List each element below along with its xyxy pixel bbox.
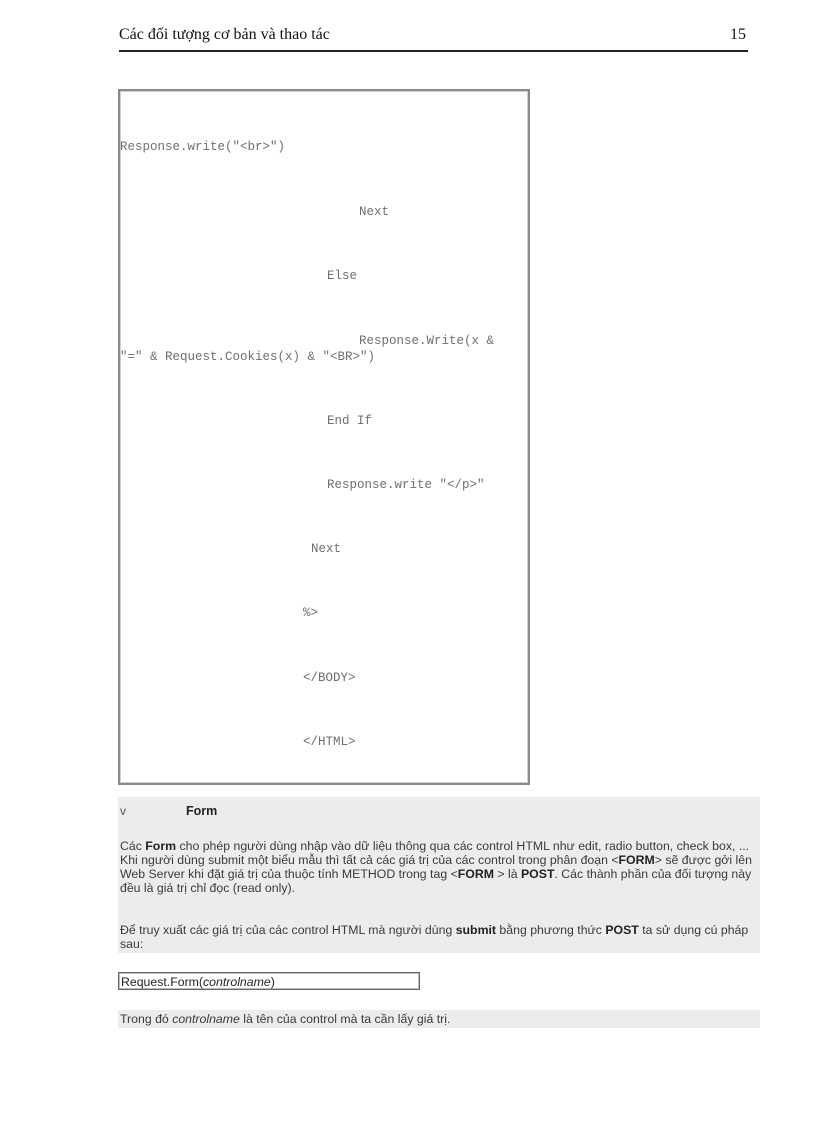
note-param: controlname xyxy=(172,1012,240,1026)
code-line: Response.write "</p>" xyxy=(327,478,485,492)
section-heading: Form xyxy=(186,804,218,818)
code-line: Else xyxy=(327,269,358,283)
code-listing-box xyxy=(118,89,530,785)
code-line: %> xyxy=(303,606,319,620)
syntax-param: controlname xyxy=(203,975,271,989)
syntax-box xyxy=(118,972,420,990)
page-number: 15 xyxy=(730,26,746,43)
code-line: </BODY> xyxy=(303,671,356,685)
code-line: </HTML> xyxy=(303,735,356,749)
code-line: Next xyxy=(359,205,390,219)
bullet-marker: v xyxy=(120,804,126,818)
page-header xyxy=(119,26,748,52)
code-line: Next xyxy=(311,542,342,556)
code-line: "=" & Request.Cookies(x) & "<BR>") xyxy=(120,350,376,364)
form-access-paragraph: Để truy xuất các giá trị của các control HTML mà người dùng submit bằng phương thức POST ta sử dụng cú pháp sau: xyxy=(120,923,749,951)
note-line: Trong đó controlname là tên của control mà ta cần lấy giá trị. xyxy=(118,1010,760,1028)
code-line: End If xyxy=(327,414,373,428)
page-header-title: Các đối tượng cơ bản và thao tác xyxy=(119,26,330,43)
code-line: Response.Write(x & xyxy=(359,334,495,348)
syntax-suffix: ) xyxy=(270,975,275,989)
form-description-paragraph: Các Form cho phép người dùng nhập vào dữ liệu thông qua các control HTML như edit, radio button, check box, ... Khi người dùng submit một biểu mẫu thì tất cả các giá trị của các control trong phân đoạn <FORM> sẽ được gởi lên Web Server khi đặt giá trị của thuộc tính METHOD trong tag <FORM > là POST. Các thành phần của đối tượng này đều là giá trị chỉ đọc (read only). xyxy=(120,839,752,895)
syntax-prefix: Request.Form( xyxy=(121,975,204,989)
code-line: Response.write("<br>") xyxy=(120,140,286,154)
form-section xyxy=(118,797,760,953)
